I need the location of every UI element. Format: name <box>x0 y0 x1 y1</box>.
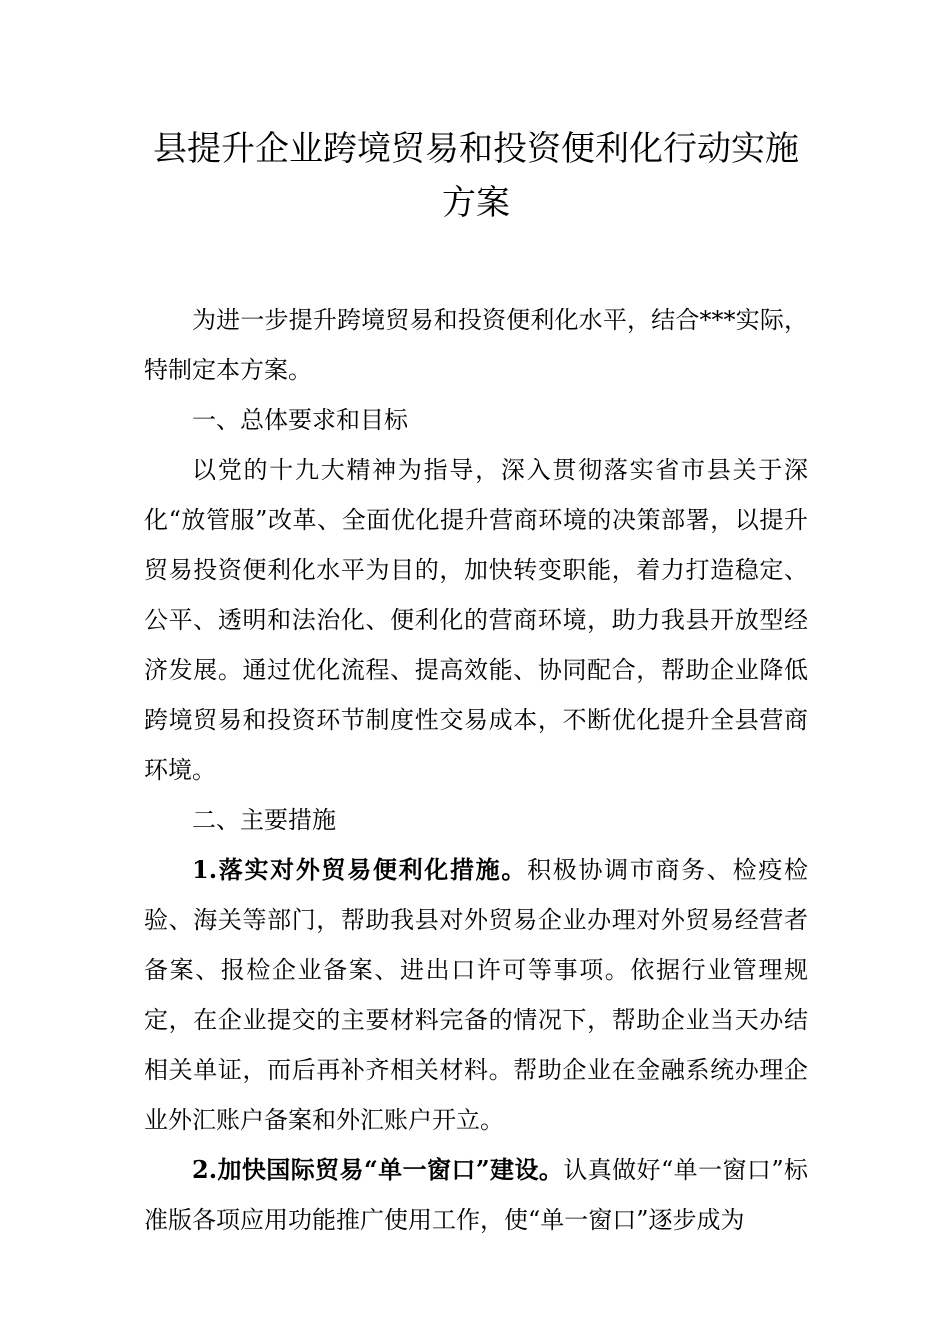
paragraph-text: 一、总体要求和目标 <box>192 406 408 434</box>
measure-2-paragraph <box>144 1145 808 1245</box>
measure-2-lead: 2.加快国际贸易“单一窗口”建设。 <box>192 1155 564 1184</box>
measure-1-lead: 1.落实对外贸易便利化措施。 <box>192 855 528 884</box>
document-page <box>144 122 808 1245</box>
measure-1-text: 积极协调市商务、检疫检验、海关等部门，帮助我县对外贸易企业办理对外贸易经营者备案、报检企业备案、进出口许可等事项。依据行业管理规定，在企业提交的主要材料完备的情况下，帮助企业当天办结相关单证，而后再补齐相关材料。帮助企业在金融系统办理企业外汇账户备案和外汇账户开立。 <box>144 856 808 1134</box>
goals-paragraph <box>144 445 808 795</box>
intro-paragraph <box>144 295 808 395</box>
document-title: 县提升企业跨境贸易和投资便利化行动实施方案 <box>153 129 799 223</box>
section-heading-2 <box>144 795 808 845</box>
section-heading-1 <box>144 395 808 445</box>
document-body <box>144 295 808 1245</box>
paragraph-text: 以党的十九大精神为指导，深入贯彻落实省市县关于深化“放管服”改革、全面优化提升营商环境的决策部署，以提升贸易投资便利化水平为目的，加快转变职能，着力打造稳定、公平、透明和法治化、便利化的营商环境，助力我县开放型经济发展。通过优化流程、提高效能、协同配合，帮助企业降低跨境贸易和投资环节制度性交易成本，不断优化提升全县营商环境。 <box>144 456 808 784</box>
measure-1-paragraph <box>144 845 808 1145</box>
measure-2-text: 认真做好“单一窗口”标准版各项应用功能推广使用工作，使“单一窗口”逐步成为 <box>144 1156 808 1234</box>
paragraph-text: 二、主要措施 <box>192 806 336 834</box>
paragraph-text: 为进一步提升跨境贸易和投资便利化水平，结合***实际，特制定本方案。 <box>144 306 808 384</box>
